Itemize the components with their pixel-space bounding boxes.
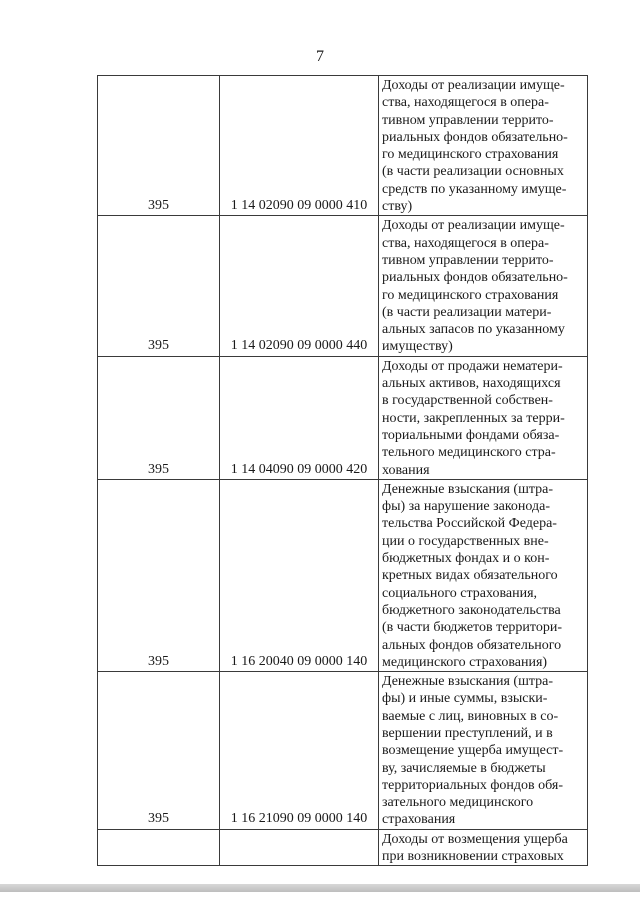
description-line: бюджетных фондах и о кон- bbox=[382, 551, 550, 567]
description-line: Доходы от продажи нематери- bbox=[382, 358, 563, 374]
description-line: социального страхования, bbox=[382, 585, 538, 601]
description-cell bbox=[379, 672, 588, 830]
table-row bbox=[98, 829, 588, 866]
admin-code-cell: 395 bbox=[98, 672, 220, 830]
description-line: Доходы от возмещения ущерба bbox=[382, 831, 568, 847]
budget-code-cell: 1 14 02090 09 0000 440 bbox=[220, 216, 379, 356]
description-line: риальных фондов обязательно- bbox=[382, 129, 568, 145]
description-line: зательного медицинского bbox=[382, 795, 534, 811]
description-line: тельства Российской Федера- bbox=[382, 516, 557, 532]
description-cell bbox=[379, 356, 588, 479]
description-line: ству) bbox=[382, 199, 413, 215]
description-line: риальных фондов обязательно- bbox=[382, 270, 568, 286]
description-line: Доходы от реализации имуще- bbox=[382, 218, 565, 234]
table-row bbox=[98, 76, 588, 216]
description-line: тивном управлении террито- bbox=[382, 112, 554, 128]
page-bottom-edge bbox=[0, 884, 640, 892]
description-line: хования bbox=[382, 462, 430, 478]
description-cell bbox=[379, 829, 588, 866]
description-line: го медицинского страхования bbox=[382, 147, 559, 163]
description-line: ву, зачисляемые в бюджеты bbox=[382, 760, 546, 776]
description-cell bbox=[379, 479, 588, 671]
revenue-classification-table bbox=[97, 75, 588, 866]
description-line: возмещение ущерба имущест- bbox=[382, 743, 564, 759]
description-line: ности, закрепленных за терри- bbox=[382, 410, 565, 426]
description-line: медицинского страхования) bbox=[382, 654, 548, 670]
description-line: страхования bbox=[382, 812, 456, 828]
table-body bbox=[98, 76, 588, 866]
budget-code-cell: 1 14 04090 09 0000 420 bbox=[220, 356, 379, 479]
description-line: (в части реализации основных bbox=[382, 164, 564, 180]
description-line: кретных видах обязательного bbox=[382, 568, 558, 584]
table-row bbox=[98, 479, 588, 671]
description-line: Доходы от реализации имуще- bbox=[382, 78, 565, 93]
description-line: бюджетного законодательства bbox=[382, 602, 561, 618]
description-line: альных фондов обязательного bbox=[382, 637, 562, 653]
description-line: имуществу) bbox=[382, 339, 453, 355]
page-number: 7 bbox=[316, 48, 324, 65]
description-line: (в части бюджетов территори- bbox=[382, 620, 563, 636]
budget-code-cell: 1 16 21090 09 0000 140 bbox=[220, 672, 379, 830]
description-line: при возникновении страховых bbox=[382, 849, 564, 865]
description-line: ства, находящегося в опера- bbox=[382, 235, 549, 251]
budget-code-cell: 1 14 02090 09 0000 410 bbox=[220, 76, 379, 216]
table-row bbox=[98, 216, 588, 356]
description-line: в государственной собствен- bbox=[382, 393, 553, 409]
description-line: фы) и иные суммы, взыски- bbox=[382, 691, 548, 707]
description-line: (в части реализации матери- bbox=[382, 304, 552, 320]
budget-code-cell bbox=[220, 829, 379, 866]
table-row bbox=[98, 672, 588, 830]
description-line: вершении преступлений, и в bbox=[382, 725, 553, 741]
admin-code-cell: 395 bbox=[98, 216, 220, 356]
description-line: ваемые с лиц, виновных в со- bbox=[382, 708, 559, 724]
description-cell bbox=[379, 216, 588, 356]
table-row bbox=[98, 356, 588, 479]
description-line: го медицинского страхования bbox=[382, 287, 559, 303]
description-line: территориальных фондов обя- bbox=[382, 777, 564, 793]
description-line: Денежные взыскания (штра- bbox=[382, 674, 554, 690]
description-line: Денежные взыскания (штра- bbox=[382, 481, 554, 497]
description-line: альных запасов по указанному bbox=[382, 322, 565, 338]
description-line: фы) за нарушение законода- bbox=[382, 499, 551, 515]
description-line: ции о государственных вне- bbox=[382, 533, 549, 549]
description-line: альных активов, находящихся bbox=[382, 376, 561, 392]
budget-code-cell: 1 16 20040 09 0000 140 bbox=[220, 479, 379, 671]
admin-code-cell: 395 bbox=[98, 76, 220, 216]
admin-code-cell: 395 bbox=[98, 356, 220, 479]
description-cell bbox=[379, 76, 588, 216]
description-line: ства, находящегося в опера- bbox=[382, 95, 549, 111]
description-line: средств по указанному имуще- bbox=[382, 181, 567, 197]
description-line: тивном управлении террито- bbox=[382, 252, 554, 268]
admin-code-cell bbox=[98, 829, 220, 866]
admin-code-cell: 395 bbox=[98, 479, 220, 671]
description-line: тельного медицинского стра- bbox=[382, 445, 556, 461]
description-line: ториальными фондами обяза- bbox=[382, 427, 560, 443]
